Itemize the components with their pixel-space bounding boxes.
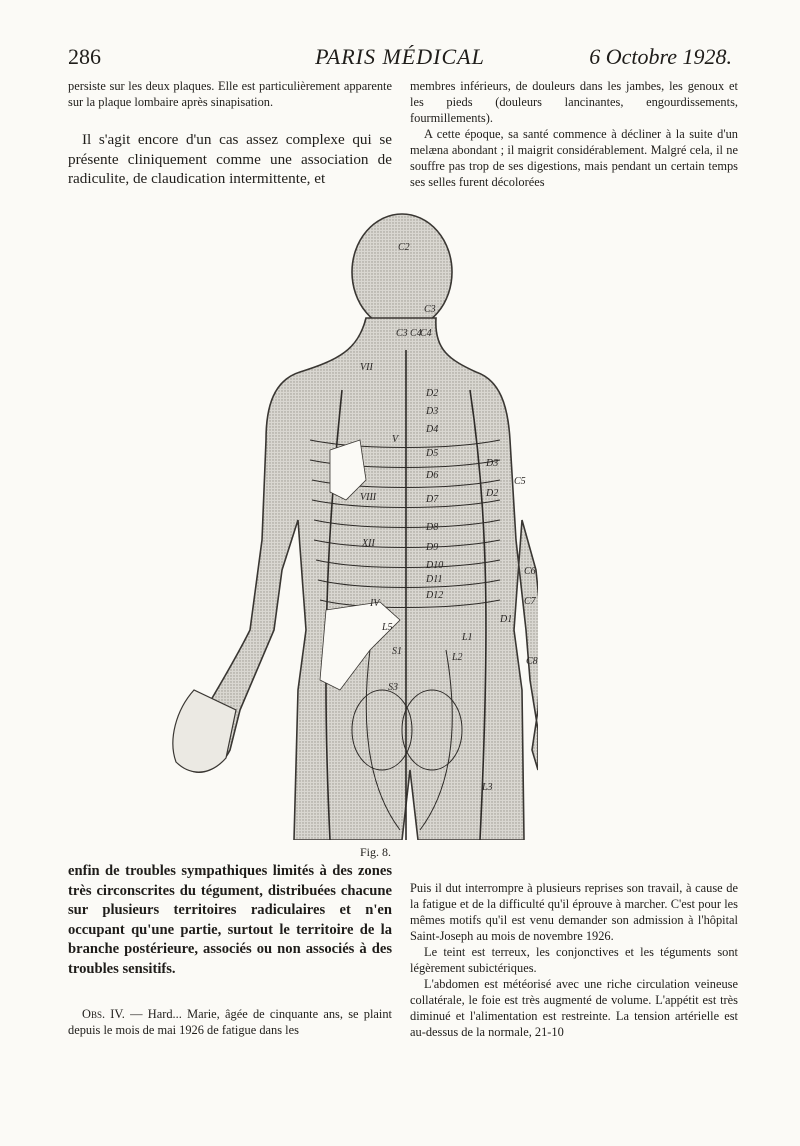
figure-label: C3 bbox=[424, 304, 436, 315]
figure-label: D10 bbox=[426, 560, 444, 571]
figure-label: C7 bbox=[524, 596, 536, 607]
figure-label: D6 bbox=[426, 470, 439, 481]
figure-label: D9 bbox=[426, 542, 439, 553]
figure-label: D12 bbox=[426, 590, 444, 601]
figure-label: D3 bbox=[486, 458, 499, 469]
journal-title: PARIS MÉDICAL bbox=[315, 44, 485, 69]
paragraph: persiste sur les deux plaques. Elle est particulièrement apparente sur la plaque lombaire après sinapisation. bbox=[68, 79, 392, 109]
figure-label: L2 bbox=[452, 652, 463, 663]
figure-label: D7 bbox=[426, 494, 439, 505]
paragraph: Le teint est terreux, les conjonctives et les téguments sont légèrement subictériques. bbox=[410, 945, 738, 975]
figure-label: C8 bbox=[526, 656, 538, 667]
figure-label: S1 bbox=[392, 646, 402, 657]
figure-label: S3 bbox=[388, 682, 398, 693]
figure-label: D2 bbox=[426, 388, 439, 399]
figure-label: L1 bbox=[462, 632, 473, 643]
bottom-right-column bbox=[410, 880, 738, 1040]
paragraph: A cette époque, sa santé commence à décliner à la suite d'un melæna abondant ; il maigrit considérablement. Malgré cela, il ne souffre pas trop de ses digestions, mais pendant un certain temps ses selles furent décolorées bbox=[410, 127, 738, 189]
figure-label: D1 bbox=[500, 614, 513, 625]
figure-label: D8 bbox=[426, 522, 439, 533]
figure-label: C2 bbox=[398, 242, 410, 253]
figure-label: D3 bbox=[426, 406, 439, 417]
top-left-column bbox=[68, 78, 392, 189]
bottom-left-column bbox=[68, 862, 392, 1038]
figure-label: C5 bbox=[514, 476, 526, 487]
top-right-column bbox=[410, 78, 738, 190]
figure-label: L5 bbox=[382, 622, 393, 633]
figure-label: D5 bbox=[426, 448, 439, 459]
paragraph: enfin de troubles sympathiques limités à des zones très circonscrites du tégument, distribuées chacune sur plusieurs territoires radiculaires et n'en occupant qu'une partie, surtout le territoire de la branche postérieure, associés ou non associés à des troubles sensitifs. bbox=[68, 863, 392, 977]
figure-label: D4 bbox=[426, 424, 439, 435]
figure-label: VII bbox=[360, 362, 373, 373]
observation-text: — Hard... Marie, âgée de cinquante ans, se plaint depuis le mois de mai 1926 de fatigue dans les bbox=[68, 1006, 392, 1037]
figure-label: C6 bbox=[524, 566, 536, 577]
figure-label: VIII bbox=[360, 492, 377, 503]
figure-label: C4 bbox=[410, 328, 422, 339]
paragraph: L'abdomen est météorisé avec une riche circulation veineuse collatérale, le foie est très augmenté de volume. L'appétit est très diminué et l'alimentation est restreinte. La tension artérielle est au-dessus de la normale, 21-10 bbox=[410, 977, 738, 1039]
figure-label: V bbox=[392, 434, 399, 445]
issue-date: 6 Octobre 1928. bbox=[589, 44, 732, 69]
figure-label: D2 bbox=[486, 488, 499, 499]
paragraph: Il s'agit encore d'un cas assez complexe qui se présente cliniquement comme une association de radiculite, de claudication intermittente, et bbox=[68, 131, 392, 187]
paragraph: Puis il dut interrompre à plusieurs reprises son travail, à cause de la fatigue et de la difficulté qu'il éprouve à marcher. C'est pour les mêmes motifs qu'il est venu demander son admission à l'hôpital Saint-Joseph au mois de novembre 1926. bbox=[410, 881, 738, 943]
figure-label: XII bbox=[362, 538, 375, 549]
observation-paragraph bbox=[68, 1006, 392, 1038]
observation-label: Obs. IV. bbox=[82, 1006, 125, 1021]
paragraph: membres inférieurs, de douleurs dans les jambes, les genoux et les pieds (douleurs lancinantes, engourdissements, fourmillements). bbox=[410, 79, 738, 125]
figure-label: L3 bbox=[482, 782, 493, 793]
page-number: 286 bbox=[68, 44, 101, 69]
dermatome-figure bbox=[170, 210, 538, 840]
body-silhouette bbox=[190, 214, 538, 840]
figure-label: IV bbox=[370, 598, 380, 609]
figure-label: C4 bbox=[420, 328, 432, 339]
figure-label: D11 bbox=[426, 574, 443, 585]
figure-caption: Fig. 8. bbox=[360, 845, 392, 859]
page-header bbox=[68, 40, 732, 74]
figure-label: C3 bbox=[396, 328, 408, 339]
